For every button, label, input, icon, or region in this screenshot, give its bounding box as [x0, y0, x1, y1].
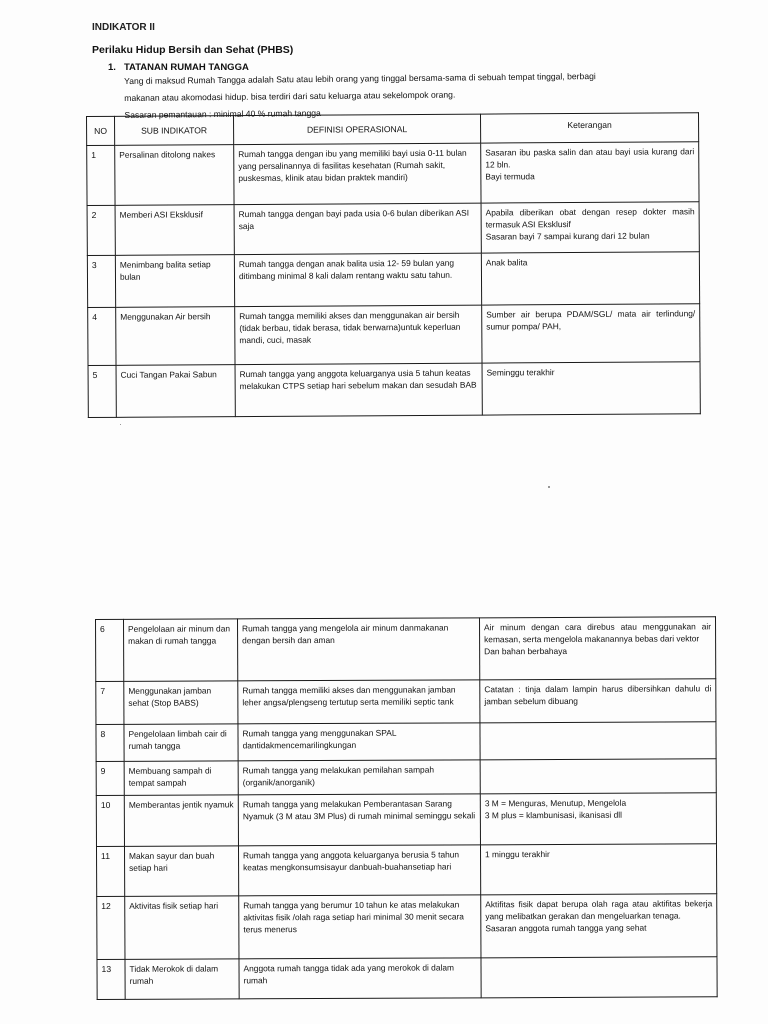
sub-indicator-cell: Membuang sampah di tempat sampah — [124, 761, 238, 795]
indicator-table-part-2 — [95, 616, 718, 1000]
note-line: 3 M = Menguras, Menutup, Mengelola — [484, 797, 627, 809]
sub-indicator-cell: Memberi ASI Eksklusif — [115, 205, 234, 256]
row-number: 13 — [97, 959, 125, 999]
notes-cell — [480, 759, 716, 794]
sub-indicator-cell: Pengelolaan air minum dan makan di rumah tangga — [124, 619, 238, 681]
definition-cell: Rumah tangga dengan ibu yang memiliki bayi usia 0-11 bulan yang persalinannya di fasilitas kesehatan (Rumah sakit, puskesmas, klinik atau bidan praktek mandiri) — [234, 143, 481, 205]
table-row — [87, 142, 699, 206]
note-line: Sumber air berupa PDAM/SGL/ mata air terlindung/ sumur pompa/ PAH, — [486, 308, 696, 332]
definition-cell: Rumah tangga yang melakukan pemilahan sampah (organik/anorganik) — [238, 760, 480, 795]
table-row — [96, 722, 716, 762]
column-header-notes: Keterangan — [480, 113, 698, 143]
sub-indicator-cell: Pengelolaan limbah cair di rumah tangga — [124, 724, 238, 761]
table-row — [97, 894, 717, 960]
definition-cell: Rumah tangga yang melakukan Pemberantasan Sarang Nyamuk (3 M atau 3M Plus) di rumah minimal seminggu sekali — [238, 794, 480, 846]
definition-cell: Anggota rumah tangga tidak ada yang merokok di dalam rumah — [239, 958, 481, 999]
note-line: Anak balita — [485, 257, 528, 268]
table-row — [96, 793, 716, 847]
column-header-sub-indicator: SUB INDIKATOR — [115, 116, 234, 146]
sub-indicator-cell: Menggunakan Air bersih — [116, 307, 235, 366]
notes-cell — [480, 679, 716, 723]
row-number: 6 — [96, 619, 124, 681]
row-number: 9 — [96, 761, 124, 795]
definition-cell: Rumah tangga memiliki akses dan menggunakan jamban leher angsa/plengseng tertutup serta memiliki septic tank — [238, 680, 480, 724]
sub-indicator-cell: Menggunakan jamban sehat (Stop BABS) — [124, 681, 238, 724]
sub-indicator-cell: Aktivitas fisik setiap hari — [125, 896, 239, 959]
table-row — [96, 679, 716, 725]
definition-cell: Rumah tangga yang anggota keluarganya berusia 5 tahun keatas mengkonsumsisayur danbuah-buahansetiap hari — [238, 845, 480, 896]
table-row — [87, 202, 699, 256]
row-number: 8 — [96, 724, 124, 761]
sub-indicator-cell: Cuci Tangan Pakai Sabun — [116, 365, 235, 418]
indicator-table-part-1 — [86, 112, 701, 418]
notes-cell — [481, 202, 699, 253]
section-number: 1. — [108, 62, 116, 73]
row-number: 1 — [87, 145, 115, 205]
scan-speck — [548, 486, 550, 488]
section-title: TATANAN RUMAH TANGGA — [123, 62, 249, 73]
note-line: Aktifitas fisik dapat berupa olah raga atau aktifitas bekerja yang melibatkan gerakan dan mengeluarkan tenaga. — [485, 898, 713, 922]
table-body — [87, 142, 701, 418]
sub-indicator-cell: Makan sayur dan buah setiap hari — [124, 846, 238, 896]
row-number: 11 — [96, 846, 124, 896]
note-line: Catatan : tinja dalam lampin harus dibersihkan dahulu di jamban sebelum dibuang — [484, 683, 712, 707]
notes-cell — [482, 362, 700, 415]
note-line: Sasaran ibu paska salin dan atau bayi usia kurang dari 12 bln. — [485, 146, 695, 170]
definition-cell: Rumah tangga yang mengelola air minum danmakanan dengan bersih dan aman — [238, 618, 480, 681]
table-row — [96, 617, 716, 682]
sub-indicator-cell: Tidak Merokok di dalam rumah — [125, 959, 239, 999]
row-number: 3 — [87, 255, 115, 307]
row-number: 7 — [96, 681, 124, 724]
row-number: 10 — [96, 795, 124, 846]
note-line: Apabila diberikan obat dengan resep dokter masih termasuk ASI Eksklusif — [485, 206, 695, 230]
definition-cell: Rumah tangga dengan bayi pada usia 0-6 bulan diberikan ASI saja — [234, 203, 481, 255]
note-line: Air minum dengan cara direbus atau menggunakan air kemasan, serta mengelola makanannya bebas dari vektor — [484, 621, 712, 645]
row-number: 4 — [88, 307, 116, 365]
scan-speck — [120, 424, 121, 425]
definition-cell: Rumah tangga yang berumur 10 tahun ke atas melakukan aktivitas fisik /olah raga setiap hari minimal 30 menit secara terus menerus — [239, 895, 481, 959]
sub-indicator-cell: Menimbang balita setiap bulan — [115, 255, 234, 308]
notes-cell — [481, 252, 699, 305]
intro-line: makanan atau akomodasi hidup. bisa terdiri dari satu keluarga atau sekelompok orang. — [124, 89, 456, 103]
definition-cell: Rumah tangga memiliki akses dan menggunakan air bersih (tidak berbau, tidak berasa, tidak berwarna)untuk keperluan mandi, cuci, masak — [235, 305, 482, 365]
column-header-no: NO — [87, 116, 115, 145]
note-line: 3 M plus = klambunisasi, ikanisasi dll — [484, 809, 622, 821]
row-number: 5 — [88, 365, 116, 417]
notes-cell — [481, 894, 717, 958]
table-row — [96, 844, 716, 897]
table-header-row — [87, 113, 699, 146]
notes-cell — [479, 617, 715, 680]
monitoring-target: Sasaran pemantauan : minimal 40 % rumah tangga — [124, 107, 321, 120]
notes-cell — [481, 957, 717, 998]
note-line: 1 minggu terakhir — [485, 849, 550, 860]
document-title: Perilaku Hidup Bersih dan Sehat (PHBS) — [92, 44, 294, 56]
row-number: 2 — [87, 205, 115, 255]
notes-cell — [480, 793, 716, 845]
notes-cell — [481, 142, 699, 203]
cropped-heading: INDIKATOR II — [92, 22, 155, 33]
sub-indicator-cell: Persalinan ditolong nakes — [115, 145, 234, 206]
column-header-definition: DEFINISI OPERASIONAL — [234, 114, 481, 145]
table-row — [87, 252, 699, 308]
sub-indicator-cell: Memberantas jentik nyamuk — [124, 795, 238, 846]
notes-cell — [482, 304, 700, 363]
note-line: Seminggu terakhir — [486, 367, 555, 378]
definition-cell: Rumah tangga yang anggota keluarganya usia 5 tahun keatas melakukan CTPS setiap hari sebelum makan dan sesudah BAB — [235, 363, 482, 417]
notes-cell — [480, 722, 716, 760]
note-line: Sasaran anggota rumah tangga yang sehat — [485, 922, 647, 934]
definition-cell: Rumah tangga dengan anak balita usia 12- 59 bulan yang ditimbang minimal 8 kali dalam rentang waktu satu tahun. — [234, 253, 481, 307]
table-row — [88, 304, 700, 366]
table-row — [88, 362, 700, 418]
table-row — [97, 957, 717, 1000]
row-number: 12 — [97, 896, 125, 959]
table-row — [96, 759, 716, 796]
note-line: Dan bahan berbahaya — [484, 646, 568, 657]
note-line: Sasaran bayi 7 sampai kurang dari 12 bulan — [485, 230, 650, 242]
note-line: Bayi termuda — [485, 171, 535, 182]
intro-line: Yang di maksud Rumah Tangga adalah Satu atau lebih orang yang tinggal bersama-sama di sebuah tempat tinggal, berbagi — [124, 71, 596, 86]
notes-cell — [480, 844, 716, 895]
definition-cell: Rumah tangga yang menggunakan SPAL dantidakmencemarilingkungan — [238, 723, 480, 761]
table-body — [96, 617, 718, 1000]
